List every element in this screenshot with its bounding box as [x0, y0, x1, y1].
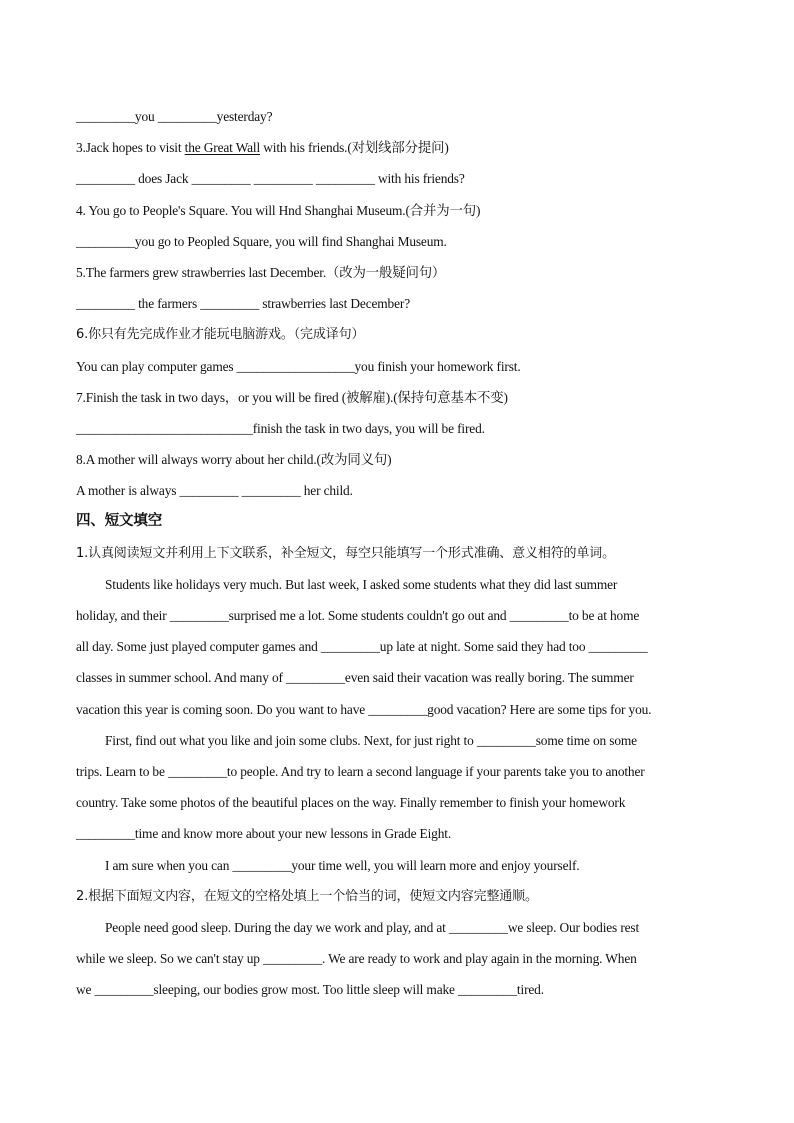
question-3-instruction: with his friends.(对划线部分提问) [260, 140, 449, 156]
section-heading: 四、短文填空 [76, 513, 163, 530]
question-7: 7.Finish the task in two days，or you will be fired (被解雇).(保持句意基本不变) [76, 389, 508, 405]
answer-line: _________you _________yesterday? [76, 109, 273, 124]
passage-line: classes in summer school. And many of _________even said their vacation was really boring. The summer [76, 670, 634, 686]
passage-line: vacation this year is coming soon. Do you want to have _________good vacation? Here are some tips for you. [76, 701, 652, 717]
passage-line: _________time and know more about your new lessons in Grade Eight. [76, 826, 452, 842]
passage-line: holiday, and their _________surprised me a lot. Some students couldn't go out and _________to be at home [76, 608, 640, 623]
question-8: 8.A mother will always worry about her child.(改为同义句) [76, 452, 392, 468]
question-3-text: 3.Jack hopes to visit [76, 140, 185, 156]
question-5: 5.The farmers grew strawberries last December.（改为一般疑问句） [76, 264, 446, 280]
passage-line: trips. Learn to be _________to people. And try to learn a second language if your parents take you to another [76, 763, 645, 779]
passage-1-instruction: 1.认真阅读短文并利用上下文联系，补全短文，每空只能填写一个形式准确、意义相符的单词。 [76, 545, 615, 561]
passage-2-instruction: 2.根据下面短文内容，在短文的空格处填上一个恰当的词，使短文内容完整通顺。 [76, 888, 538, 904]
underlined-phrase: the Great Wall [184, 140, 261, 156]
answer-line: _________you go to Peopled Square, you will find Shanghai Museum. [76, 233, 447, 249]
question-3 [76, 132, 720, 163]
worksheet-page [76, 101, 720, 1005]
question-4: 4. You go to People's Square. You will Hnd Shanghai Museum.(合并为一句) [76, 202, 481, 218]
answer-line: ___________________________finish the task in two days, you will be fired. [76, 420, 485, 436]
passage-line: People need good sleep. During the day we work and play, and at _________we sleep. Our bodies rest [105, 919, 640, 935]
passage-line: country. Take some photos of the beautiful places on the way. Finally remember to finish your homework [76, 795, 626, 811]
passage-line: we _________sleeping, our bodies grow most. Too little sleep will make _________tired. [76, 982, 544, 998]
answer-line: You can play computer games __________________you finish your homework first. [76, 358, 521, 374]
answer-line: _________ does Jack _________ _________ _________ with his friends? [76, 171, 465, 187]
passage-line: all day. Some just played computer games and _________up late at night. Some said they had too _________ [76, 639, 648, 655]
answer-line: A mother is always _________ _________ her child. [76, 483, 353, 499]
passage-line: Students like holidays very much. But last week, I asked some students what they did last summer [105, 576, 618, 592]
passage-line: while we sleep. So we can't stay up _________. We are ready to work and play again in the morning. When [76, 951, 637, 967]
question-6: 6.你只有先完成作业才能玩电脑游戏。（完成译句） [76, 327, 365, 343]
answer-line: _________ the farmers _________ strawberries last December? [76, 296, 410, 312]
passage-line: First, find out what you like and join some clubs. Next, for just right to _________some time on some [105, 732, 637, 748]
passage-line: I am sure when you can _________your time well, you will learn more and enjoy yourself. [105, 857, 580, 873]
